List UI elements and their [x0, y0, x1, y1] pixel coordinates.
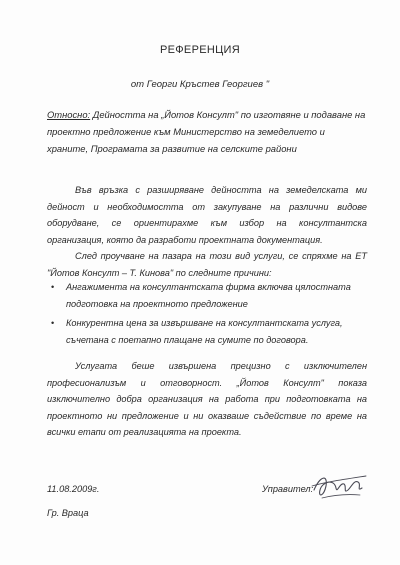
subject-label: Относно: [47, 109, 91, 120]
subject-text: Дейността на „Йотов Консулт" по изготвяне и подаване на проектно предложение към Министерство на земеделието и храните, Програмата за развитие на селските райони [47, 109, 366, 154]
from-line: от Георги Кръстев Георгиев " [130, 79, 270, 90]
list-item: • Ангажимента на консултантската фирма включва цялостната подготовка на проектното предложение [47, 279, 369, 312]
paragraph-intro: Във връзка с разширяване дейността на земеделската ми дейност и необходимостта от закупуване на различни видове оборудване, се ориентирахме към избор на консултантска организация, която да разработи проектната документация. [47, 185, 367, 245]
date-text: 11.08.2009г. [47, 484, 100, 494]
signature-icon [310, 468, 370, 504]
manager-label: Управител: [262, 484, 314, 494]
paragraph-market-research: След проучване на пазара на този вид услуги, се спряхме на ЕТ "Йотов Консулт – Т. Кинова" по следните причини: [47, 251, 367, 278]
list-item: • Конкурентна цена за извършване на консултантската услуга, съчетана с поетапно плащане на сумите по договора. [47, 315, 369, 348]
paragraph-evaluation: Услугата беше извършена прецизно с изключителен професионализъм и отговорност. „Йотов Консулт" показа изключително добра организация на работа при подготовката на проектното ни предложение и ни оказваше съдействие по време на всички етапи от реализацията на проекта. [47, 361, 367, 437]
reasons-list [47, 279, 369, 351]
subject-line [47, 106, 367, 157]
document-title: РЕФЕРЕНЦИЯ [160, 44, 240, 56]
place-text: Гр. Враца [47, 508, 89, 518]
